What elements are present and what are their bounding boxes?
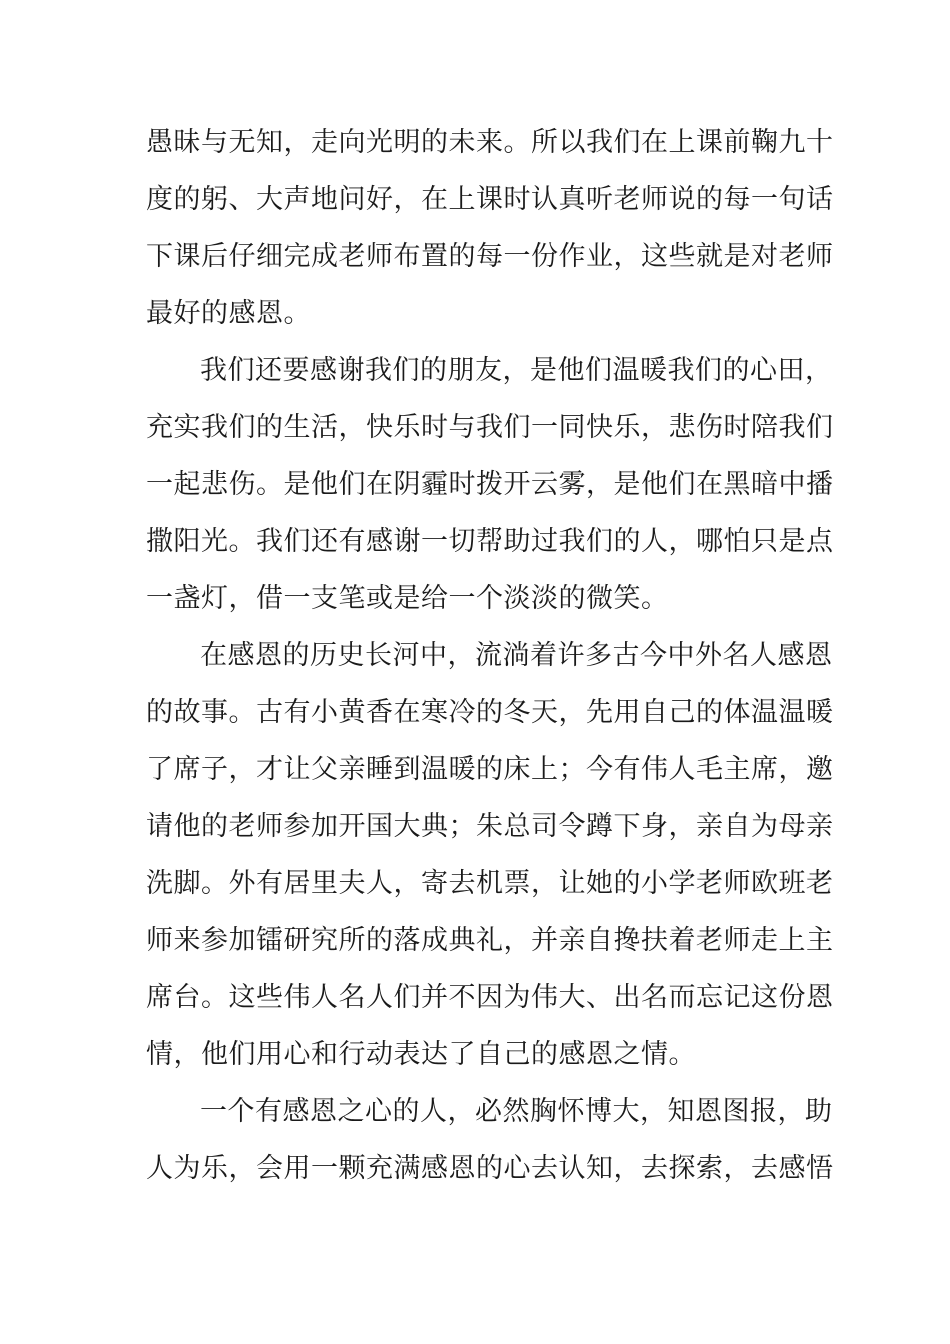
text-line: 一盏灯，借一支笔或是给一个淡淡的微笑。 <box>146 583 669 614</box>
text-line: 人为乐，会用一颗充满感恩的心去认知，去探索，去感悟 <box>146 1153 834 1184</box>
text-line: 洗脚。外有居里夫人，寄去机票，让她的小学老师欧班老 <box>146 868 834 899</box>
text-line: 在感恩的历史长河中，流淌着许多古今中外名人感恩 <box>200 640 833 671</box>
text-line: 充实我们的生活，快乐时与我们一同快乐，悲伤时陪我们 <box>146 412 834 443</box>
text-line: 一起悲伤。是他们在阴霾时拨开云雾，是他们在黑暗中播 <box>146 469 834 500</box>
text-line: 了席子，才让父亲睡到温暖的床上；今有伟人毛主席，邀 <box>146 754 834 785</box>
text-line: 情，他们用心和行动表达了自己的感恩之情。 <box>146 1039 696 1070</box>
text-line: 我们还要感谢我们的朋友，是他们温暖我们的心田， <box>200 355 833 386</box>
text-line: 的故事。古有小黄香在寒冷的冬天，先用自己的体温温暖 <box>146 697 834 728</box>
text-line: 一个有感恩之心的人，必然胸怀博大，知恩图报，助 <box>200 1096 833 1127</box>
text-line: 师来参加镭研究所的落成典礼，并亲自搀扶着老师走上主 <box>146 925 834 956</box>
text-line: 席台。这些伟人名人们并不因为伟大、出名而忘记这份恩 <box>146 982 834 1013</box>
text-line: 愚昧与无知，走向光明的未来。所以我们在上课前鞠九十 <box>146 127 834 158</box>
text-line: 下课后仔细完成老师布置的每一份作业，这些就是对老师 <box>146 241 834 272</box>
text-line: 最好的感恩。 <box>146 298 311 329</box>
text-line: 度的躬、大声地问好，在上课时认真听老师说的每一句话 <box>146 184 834 215</box>
text-line: 撒阳光。我们还有感谢一切帮助过我们的人，哪怕只是点 <box>146 526 834 557</box>
text-line: 请他的老师参加开国大典；朱总司令蹲下身，亲自为母亲 <box>146 811 834 842</box>
